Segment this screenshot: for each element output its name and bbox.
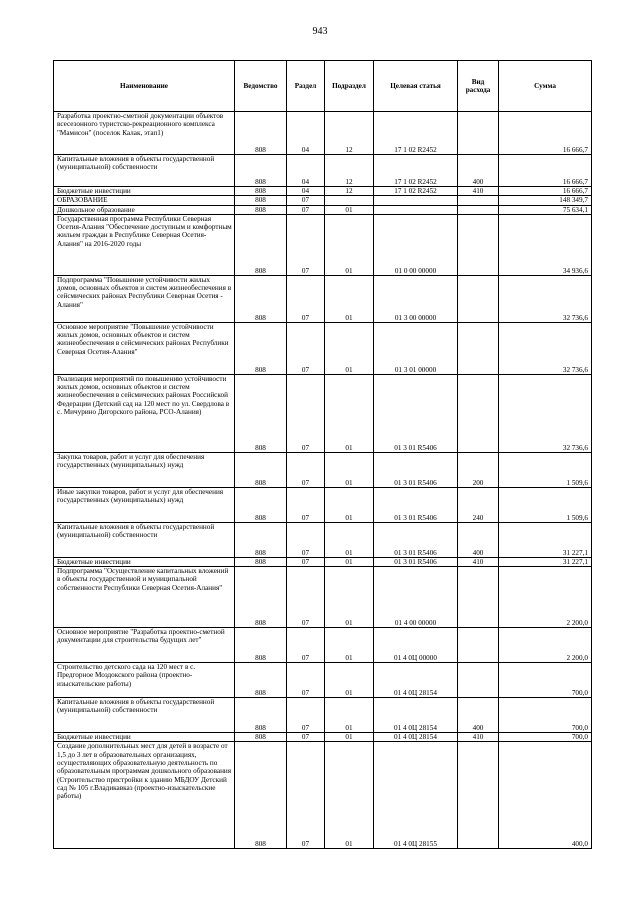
cell-sum: 32 736,6: [499, 322, 592, 374]
cell-sum: 32 736,6: [499, 374, 592, 452]
cell-section: 07: [287, 205, 325, 214]
table-row: [54, 557, 592, 566]
cell-section: 07: [287, 557, 325, 566]
cell-dept: 808: [235, 733, 287, 742]
cell-subsection: 01: [325, 567, 374, 628]
cell-dept: 808: [235, 214, 287, 275]
cell-kind: 400: [458, 522, 499, 557]
cell-target: 01 3 01 R5406: [374, 557, 458, 566]
cell-dept: 808: [235, 275, 287, 322]
cell-sum: 34 936,6: [499, 214, 592, 275]
header-kind: Вид расхода: [458, 61, 499, 112]
cell-dept: 808: [235, 187, 287, 196]
cell-target: 17 1 02 R2452: [374, 112, 458, 155]
cell-kind: [458, 275, 499, 322]
table-row: [54, 567, 592, 628]
cell-dept: 808: [235, 374, 287, 452]
cell-kind: [458, 663, 499, 698]
cell-name: Государственная программа Республики Северная Осетия-Алания "Обеспечение доступным и комфортным жильем граждан в Республике Северная Осетия-Алания" на 2016-2020 годы: [54, 214, 235, 275]
cell-target: 01 3 01 00000: [374, 322, 458, 374]
table-header-row: [54, 61, 592, 112]
cell-target: 01 4 0Ц 00000: [374, 628, 458, 663]
cell-name: Подпрограмма "Повышение устойчивости жилых домов, основных объектов и систем жизнеобеспечения в сейсмических районах Республики Северная Осетия - Алания": [54, 275, 235, 322]
header-name: Наименование: [54, 61, 235, 112]
table-row: [54, 452, 592, 487]
cell-subsection: 01: [325, 275, 374, 322]
table-row: [54, 112, 592, 155]
cell-target: 17 1 02 R2452: [374, 187, 458, 196]
cell-section: 07: [287, 374, 325, 452]
cell-name: Создание дополнительных мест для детей в возрасте от 1,5 до 3 лет в образовательных организациях, осуществляющих образовательную деятельность по образовательным программам дошкольного образования (Строительство пристройки к зданию МБДОУ Детский сад № 105 г.Владикавказ (проектно-изыскательские работы): [54, 742, 235, 849]
cell-sum: 1 509,6: [499, 487, 592, 522]
cell-kind: 200: [458, 452, 499, 487]
table-row: [54, 742, 592, 849]
cell-sum: 148 349,7: [499, 196, 592, 205]
cell-name: Бюджетные инвестиции: [54, 557, 235, 566]
cell-dept: 808: [235, 663, 287, 698]
cell-target: 01 0 00 00000: [374, 214, 458, 275]
table-row: [54, 155, 592, 187]
cell-sum: 2 200,0: [499, 628, 592, 663]
page-number: 943: [312, 26, 328, 37]
table-row: [54, 733, 592, 742]
cell-kind: [458, 742, 499, 849]
cell-subsection: 01: [325, 733, 374, 742]
cell-subsection: 01: [325, 628, 374, 663]
cell-sum: 75 634,1: [499, 205, 592, 214]
header-dept: Ведомство: [235, 61, 287, 112]
cell-target: 01 4 0Ц 28154: [374, 733, 458, 742]
cell-section: 04: [287, 155, 325, 187]
cell-name: Дошкольное образование: [54, 205, 235, 214]
cell-name: ОБРАЗОВАНИЕ: [54, 196, 235, 205]
cell-sum: 31 227,1: [499, 557, 592, 566]
cell-dept: 808: [235, 155, 287, 187]
cell-target: 01 4 0Ц 28154: [374, 698, 458, 733]
table-row: [54, 374, 592, 452]
cell-name: Бюджетные инвестиции: [54, 733, 235, 742]
cell-dept: 808: [235, 487, 287, 522]
cell-sum: 2 200,0: [499, 567, 592, 628]
cell-subsection: 12: [325, 112, 374, 155]
cell-target: [374, 196, 458, 205]
cell-dept: 808: [235, 628, 287, 663]
cell-kind: 400: [458, 698, 499, 733]
table-row: [54, 663, 592, 698]
cell-subsection: 01: [325, 522, 374, 557]
table-row: [54, 187, 592, 196]
cell-kind: [458, 112, 499, 155]
cell-dept: 808: [235, 698, 287, 733]
cell-section: 07: [287, 322, 325, 374]
cell-sum: 400,0: [499, 742, 592, 849]
cell-sum: 32 736,6: [499, 275, 592, 322]
table-row: [54, 487, 592, 522]
cell-subsection: 12: [325, 155, 374, 187]
cell-sum: 31 227,1: [499, 522, 592, 557]
cell-kind: 240: [458, 487, 499, 522]
cell-kind: [458, 205, 499, 214]
cell-subsection: 01: [325, 452, 374, 487]
cell-section: 07: [287, 698, 325, 733]
cell-kind: 400: [458, 155, 499, 187]
cell-section: 07: [287, 628, 325, 663]
cell-kind: [458, 322, 499, 374]
table-row: [54, 214, 592, 275]
header-sum: Сумма: [499, 61, 592, 112]
cell-section: 07: [287, 522, 325, 557]
cell-dept: 808: [235, 522, 287, 557]
cell-sum: 700,0: [499, 663, 592, 698]
cell-kind: [458, 374, 499, 452]
cell-target: 01 3 01 R5406: [374, 487, 458, 522]
cell-subsection: 01: [325, 322, 374, 374]
cell-target: 17 1 02 R2452: [374, 155, 458, 187]
cell-name: Капитальные вложения в объекты государственной (муниципальной) собственности: [54, 155, 235, 187]
header-target: Целевая статья: [374, 61, 458, 112]
cell-sum: 16 666,7: [499, 112, 592, 155]
cell-dept: 808: [235, 112, 287, 155]
cell-sum: 700,0: [499, 733, 592, 742]
table-row: [54, 196, 592, 205]
cell-section: 07: [287, 567, 325, 628]
cell-name: Разработка проектно-сметной документации объектов всесезонного туристско-рекреационного комплекса "Мамисон" (поселок Калак, этап1): [54, 112, 235, 155]
cell-kind: [458, 196, 499, 205]
cell-target: 01 4 00 00000: [374, 567, 458, 628]
cell-name: Основное мероприятие "Разработка проектно-сметной документации для строительства будущих лет": [54, 628, 235, 663]
cell-section: 07: [287, 742, 325, 849]
cell-section: 04: [287, 187, 325, 196]
cell-subsection: 01: [325, 374, 374, 452]
cell-target: 01 3 00 00000: [374, 275, 458, 322]
cell-section: 04: [287, 112, 325, 155]
cell-name: Иные закупки товаров, работ и услуг для обеспечения государственных (муниципальных) нужд: [54, 487, 235, 522]
cell-sum: 1 509,6: [499, 452, 592, 487]
header-section: Раздел: [287, 61, 325, 112]
cell-section: 07: [287, 196, 325, 205]
cell-dept: 808: [235, 452, 287, 487]
table-row: [54, 628, 592, 663]
cell-subsection: [325, 196, 374, 205]
cell-dept: 808: [235, 742, 287, 849]
cell-section: 07: [287, 275, 325, 322]
cell-section: 07: [287, 733, 325, 742]
budget-table: [53, 60, 592, 849]
cell-subsection: 01: [325, 742, 374, 849]
cell-name: Капитальные вложения в объекты государственной (муниципальной) собственности: [54, 698, 235, 733]
cell-kind: 410: [458, 187, 499, 196]
cell-sum: 700,0: [499, 698, 592, 733]
table-row: [54, 522, 592, 557]
cell-section: 07: [287, 663, 325, 698]
cell-sum: 16 666,7: [499, 155, 592, 187]
cell-dept: 808: [235, 205, 287, 214]
table-row: [54, 205, 592, 214]
cell-kind: 410: [458, 733, 499, 742]
cell-dept: 808: [235, 196, 287, 205]
cell-name: Бюджетные инвестиции: [54, 187, 235, 196]
cell-target: 01 4 0Ц 28154: [374, 663, 458, 698]
cell-target: 01 4 0Ц 28155: [374, 742, 458, 849]
cell-section: 07: [287, 214, 325, 275]
cell-kind: 410: [458, 557, 499, 566]
cell-name: Основное мероприятие "Повышение устойчивости жилых домов, основных объектов и систем жизнеобеспечения в сейсмических районах Республики Северная Осетия-Алания": [54, 322, 235, 374]
table-row: [54, 275, 592, 322]
cell-subsection: 01: [325, 487, 374, 522]
cell-target: 01 3 01 R5406: [374, 374, 458, 452]
cell-name: Реализация мероприятий по повышению устойчивости жилых домов, основных объектов и систем жизнеобеспечения в сейсмических районах Российской Федерации (Детский сад на 120 мест по ул. Свердлова в с. Мичурино Дигорского района, РСО-Алания): [54, 374, 235, 452]
cell-kind: [458, 628, 499, 663]
cell-subsection: 01: [325, 698, 374, 733]
table-row: [54, 322, 592, 374]
cell-target: [374, 205, 458, 214]
cell-subsection: 01: [325, 557, 374, 566]
cell-kind: [458, 214, 499, 275]
cell-subsection: 12: [325, 187, 374, 196]
cell-sum: 16 666,7: [499, 187, 592, 196]
cell-name: Капитальные вложения в объекты государственной (муниципальной) собственности: [54, 522, 235, 557]
cell-subsection: 01: [325, 663, 374, 698]
cell-kind: [458, 567, 499, 628]
cell-name: Подпрограмма "Осуществление капитальных вложений в объекты государственной и муниципальной собственности Республики Северная Осетия-Алания": [54, 567, 235, 628]
cell-dept: 808: [235, 322, 287, 374]
cell-subsection: 01: [325, 214, 374, 275]
cell-section: 07: [287, 452, 325, 487]
cell-dept: 808: [235, 567, 287, 628]
cell-dept: 808: [235, 557, 287, 566]
table-row: [54, 698, 592, 733]
cell-subsection: 01: [325, 205, 374, 214]
cell-section: 07: [287, 487, 325, 522]
cell-name: Закупка товаров, работ и услуг для обеспечения государственных (муниципальных) нужд: [54, 452, 235, 487]
header-subsection: Подраздел: [325, 61, 374, 112]
cell-target: 01 3 01 R5406: [374, 522, 458, 557]
cell-name: Строительство детского сада на 120 мест в с. Предгорное Моздокского района (проектно-изыскательские работы): [54, 663, 235, 698]
cell-target: 01 3 01 R5406: [374, 452, 458, 487]
